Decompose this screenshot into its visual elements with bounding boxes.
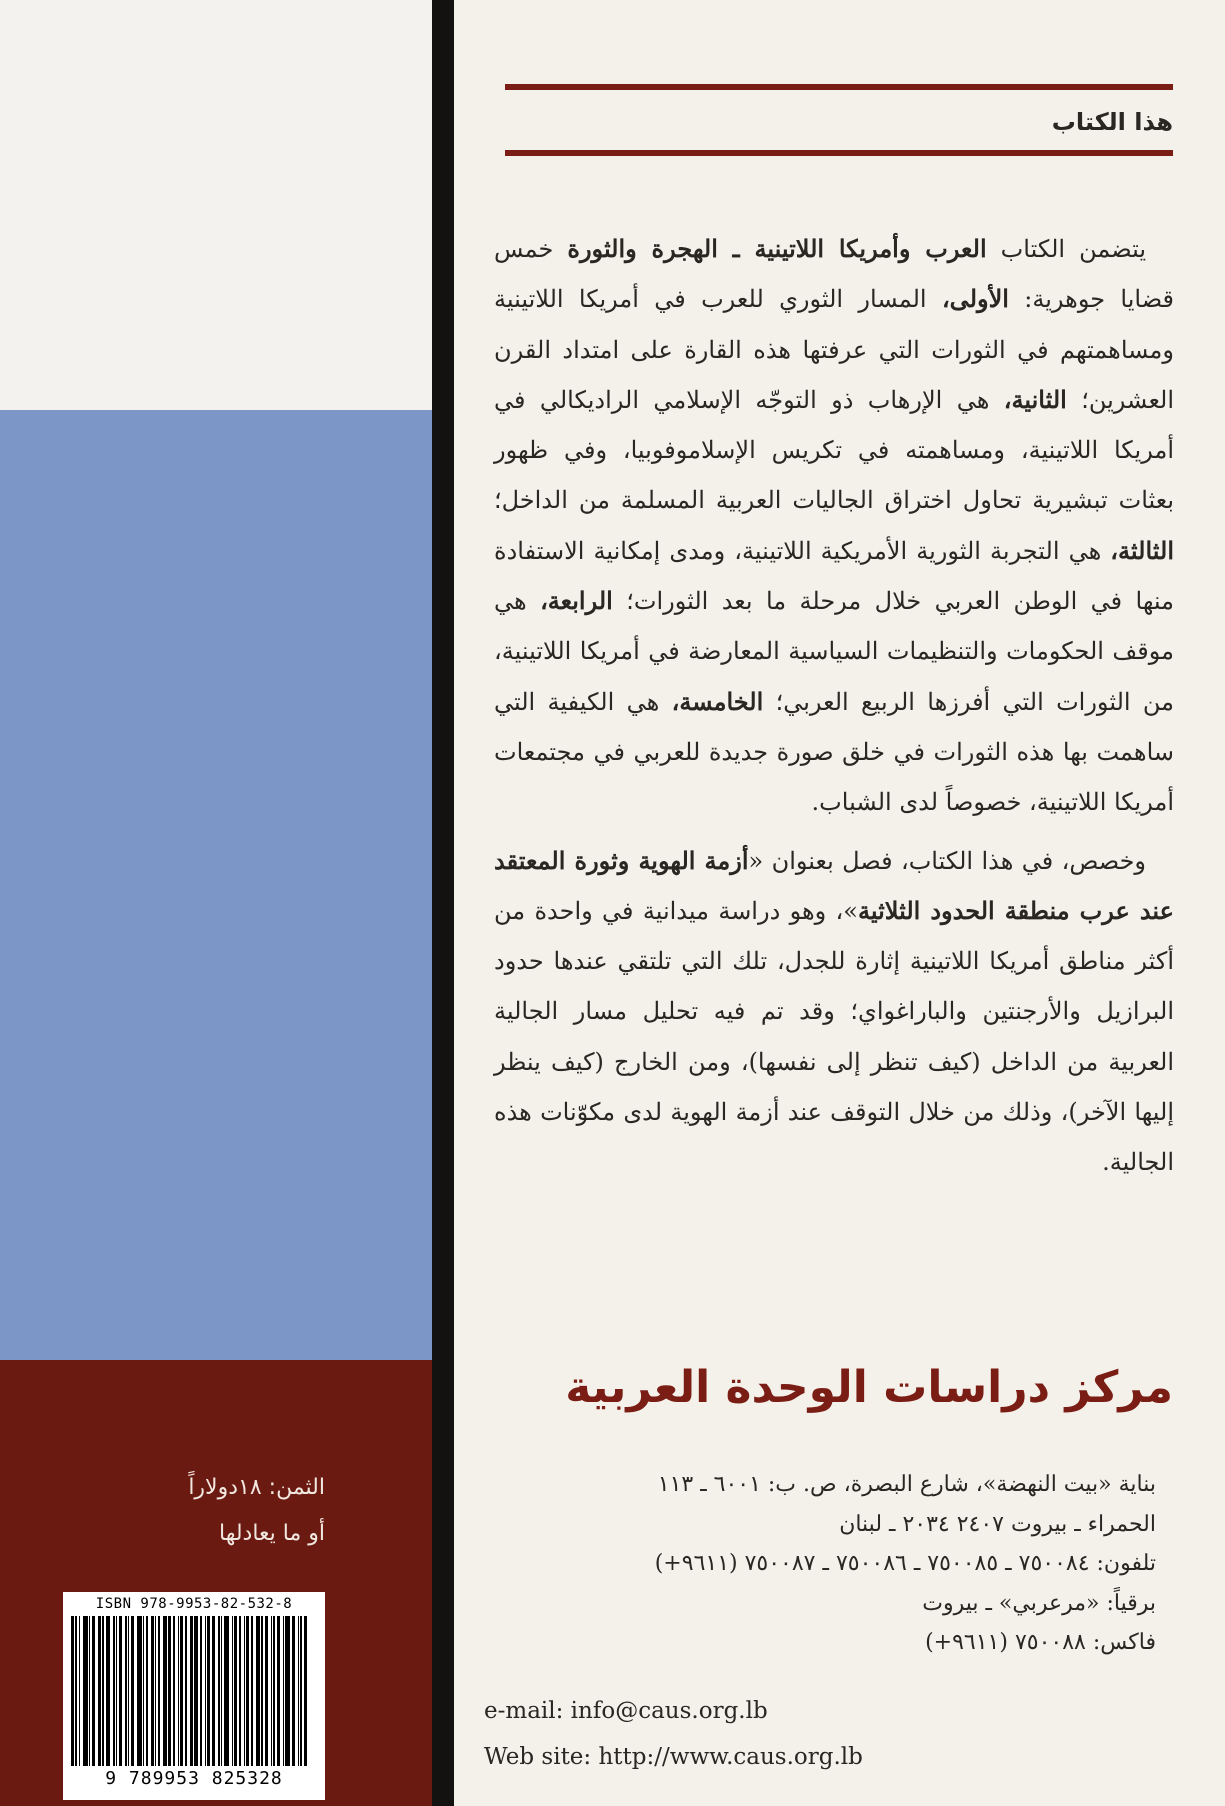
- barcode-stripe: [239, 1616, 241, 1766]
- barcode-stripe: [271, 1616, 273, 1766]
- barcode-stripe: [190, 1616, 193, 1766]
- barcode-stripe: [116, 1616, 118, 1766]
- barcode-stripe: [232, 1616, 234, 1766]
- barcode-stripe: [146, 1616, 148, 1766]
- barcode-stripe: [168, 1616, 171, 1766]
- telegraph-line: برقياً: «مرعربي» ـ بيروت: [922, 1590, 1156, 1616]
- barcode-stripe: [163, 1616, 168, 1766]
- barcode-stripe: [234, 1616, 237, 1766]
- barcode-stripe: [173, 1616, 175, 1766]
- text-span: »، وهو دراسة ميدانية في واحدة من أكثر مناطق أمريكا اللاتينية إثارة للجدل، تلك التي تلتقي عندها حدود البرازيل والأرجنتين والباراغواي؛ وقد تم فيه تحليل مسار الجالية العربية من الداخل (كيف تنظر إلى نفسها)، ومن الخارج (كيف ينظر إليها الآخر)، وذلك من خلال التوقف عند أزمة الهوية لدى مكوّنات هذه الجالية.: [494, 896, 1174, 1177]
- price-line: الثمن: ١٨دولاراً: [188, 1475, 325, 1500]
- text-span: هي الكيفية التي ساهمت بها هذه الثورات في خلق صورة جديدة للعربي في مجتمعات أمريكا اللاتينية، خصوصاً لدى الشباب.: [494, 687, 1174, 817]
- address-line: الحمراء ـ بيروت ٢٤٠٧ ٢٠٣٤ ـ لبنان: [839, 1511, 1156, 1537]
- barcode-stripe: [125, 1616, 127, 1766]
- barcode-stripe: [251, 1616, 253, 1766]
- barcode-number: 9 789953 825328: [105, 1768, 283, 1789]
- website-link[interactable]: Web site: http://www.caus.org.lb: [484, 1744, 863, 1770]
- barcode-stripe: [137, 1616, 142, 1766]
- barcode-stripe: [207, 1616, 210, 1766]
- isbn-label: ISBN 978-9953-82-532-8: [95, 1596, 293, 1612]
- section-heading: هذا الكتاب: [1051, 108, 1173, 136]
- barcode-stripe: [244, 1616, 246, 1766]
- barcode-stripe: [283, 1616, 285, 1766]
- phone-line: تلفون: ٧٥٠٠٨٤ ـ ٧٥٠٠٨٥ ـ ٧٥٠٠٨٦ ـ ٧٥٠٠٨٧ (٩٦١١+): [654, 1551, 1156, 1576]
- fax-line: فاكس: ٧٥٠٠٨٨ (٩٦١١+): [925, 1630, 1156, 1655]
- barcode-stripe: [131, 1616, 134, 1766]
- barcode-stripe: [155, 1616, 157, 1766]
- publisher-address: [460, 1465, 1156, 1663]
- barcode-stripe: [79, 1616, 81, 1766]
- spine-divider: [432, 0, 454, 1806]
- text-span: يتضمن الكتاب: [986, 235, 1146, 263]
- paragraph-2: [494, 836, 1174, 1188]
- top-rule: [505, 84, 1173, 90]
- barcode-stripe: [119, 1616, 122, 1766]
- barcode-stripe: [151, 1616, 154, 1766]
- issue-label: الخامسة،: [671, 686, 764, 716]
- barcode-stripe: [298, 1616, 300, 1766]
- barcode-stripe: [185, 1616, 187, 1766]
- barcode-stripe: [212, 1616, 215, 1766]
- chapter-title: أزمة الهوية وثورة المعتقد عند عرب منطقة الحدود الثلاثية: [494, 845, 1174, 925]
- text-span: هي الإرهاب ذو التوجّه الإسلامي الراديكالي في أمريكا اللاتينية، ومساهمته في تكريس الإسلاموفوبيا، وفي ظهور بعثات تبشيرية تحاول اختراق الجاليات العربية المسلمة من الداخل؛: [494, 385, 1174, 515]
- barcode-stripe: [200, 1616, 202, 1766]
- barcode-stripe: [221, 1616, 223, 1766]
- barcode-stripe: [292, 1616, 295, 1766]
- paragraph-1: [494, 224, 1174, 828]
- price-block: [95, 1465, 325, 1557]
- price-equivalent: أو ما يعادلها: [219, 1521, 325, 1546]
- barcode-stripe: [265, 1616, 268, 1766]
- barcode-stripe: [89, 1616, 91, 1766]
- barcode-stripe: [218, 1616, 220, 1766]
- barcode-stripe: [143, 1616, 145, 1766]
- barcode-stripe: [273, 1616, 275, 1766]
- barcode-stripe: [178, 1616, 180, 1766]
- barcode-stripe: [285, 1616, 290, 1766]
- issue-label: الثالثة،: [1110, 535, 1174, 565]
- text-span: هي موقف الحكومات والتنظيمات السياسية المعارضة في أمريكا اللاتينية، من الثورات التي أفرزها الربيع العربي؛: [494, 587, 1175, 716]
- email-link[interactable]: e-mail: info@caus.org.lb: [484, 1698, 768, 1724]
- barcode-stripe: [261, 1616, 263, 1766]
- barcode-stripe: [205, 1616, 207, 1766]
- barcode-stripe: [98, 1616, 101, 1766]
- text-span: هي التجربة الثورية الأمريكية اللاتينية، ومدى إمكانية الاستفادة منها في الوطن العربي خلال مرحلة ما بعد الثورات؛: [494, 536, 1174, 616]
- barcode-stripe: [92, 1616, 95, 1766]
- publisher-name: مركز دراسات الوحدة العربية: [565, 1362, 1173, 1413]
- cover-blue-panel: [0, 410, 432, 1360]
- barcode-stripe: [71, 1616, 74, 1766]
- cover-top-panel: [0, 0, 432, 410]
- barcode-stripe: [224, 1616, 229, 1766]
- barcode-stripe: [106, 1616, 111, 1766]
- barcode-stripe: [158, 1616, 160, 1766]
- barcode-block: [63, 1592, 325, 1800]
- issue-label: الرابعة،: [540, 586, 613, 616]
- barcode-stripe: [128, 1616, 130, 1766]
- address-line: بناية «بيت النهضة»، شارع البصرة، ص. ب: ٦٠٠١ ـ ١١٣: [657, 1472, 1156, 1497]
- book-description: [494, 224, 1174, 1188]
- book-title: العرب وأمريكا اللاتينية ـ الهجرة والثورة: [567, 234, 987, 263]
- barcode-stripe: [246, 1616, 249, 1766]
- barcode-stripe: [113, 1616, 115, 1766]
- barcode-stripe: [194, 1616, 199, 1766]
- heading-rule: [505, 150, 1173, 156]
- barcode-stripe: [256, 1616, 261, 1766]
- issue-label: الثانية،: [1003, 384, 1067, 414]
- barcode-stripe: [102, 1616, 104, 1766]
- barcode-stripe: [83, 1616, 88, 1766]
- text-span: وخصص، في هذا الكتاب، فصل بعنوان «: [748, 846, 1146, 875]
- barcode-stripe: [304, 1616, 307, 1766]
- text-span: المسار الثوري للعرب في أمريكا اللاتينية ومساهمتهم في الثورات التي عرفتها هذه القارة على امتداد القرن العشرين؛: [494, 285, 1175, 414]
- text-span: خمس قضايا جوهرية:: [494, 235, 1174, 314]
- barcode-stripe: [277, 1616, 280, 1766]
- barcode-bars: [71, 1616, 317, 1766]
- barcode-stripe: [300, 1616, 302, 1766]
- barcode-stripe: [180, 1616, 183, 1766]
- issue-label: الأولى،: [941, 284, 1009, 314]
- barcode-stripe: [75, 1616, 77, 1766]
